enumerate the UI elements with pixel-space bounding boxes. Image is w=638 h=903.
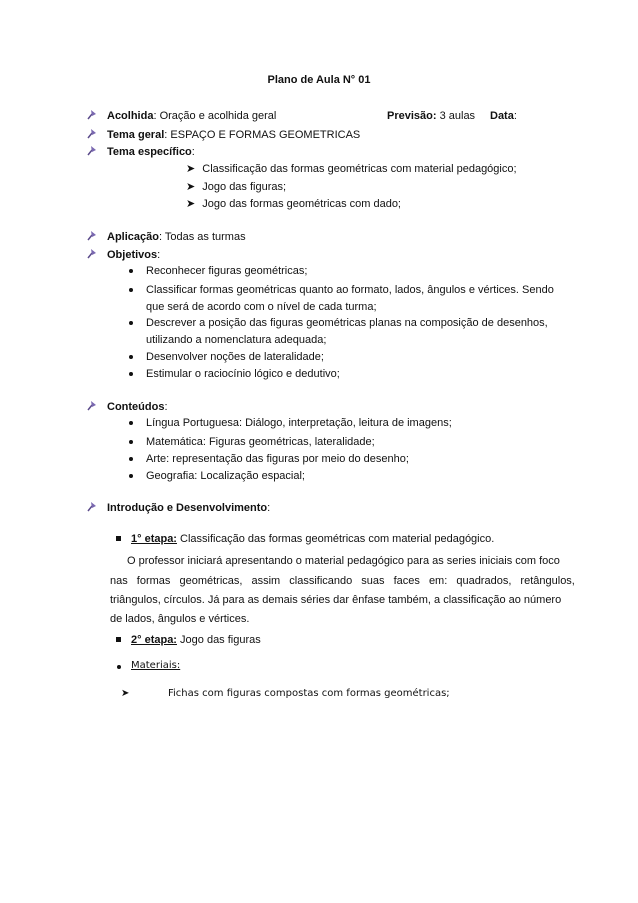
arrow-bullet-icon: ➤ <box>121 688 130 699</box>
materiais-label: Materiais: <box>131 660 181 671</box>
list-item: ➤ Jogo das formas geométricas com dado; <box>186 198 401 210</box>
objetivos-line: Objetivos: <box>107 249 161 261</box>
pushpin-bullet-icon <box>86 108 98 120</box>
arrow-bullet-icon: ➤ <box>186 163 196 175</box>
list-item: Arte: representação das figuras por meio do desenho; <box>146 453 409 465</box>
pushpin-bullet-icon <box>86 247 98 259</box>
etapa2-line: 2° etapa: Jogo das figuras <box>131 634 261 646</box>
aplicacao-line: Aplicação: Todas as turmas <box>107 231 246 243</box>
data-line: Data: <box>490 110 517 122</box>
pushpin-bullet-icon <box>86 127 98 139</box>
list-item: Geografia: Localização espacial; <box>146 470 305 482</box>
paragraph-line: de lados, ângulos e vértices. <box>110 613 250 625</box>
list-item: Desenvolver noções de lateralidade; <box>146 351 324 363</box>
introducao-line: Introdução e Desenvolvimento: <box>107 502 271 514</box>
bullet-dot <box>129 440 133 444</box>
bullet-dot <box>129 457 133 461</box>
list-item: Língua Portuguesa: Diálogo, interpretação, leitura de imagens; <box>146 417 452 429</box>
list-item: Matemática: Figuras geométricas, lateralidade; <box>146 436 375 448</box>
list-item: Fichas com figuras compostas com formas geométricas; <box>168 688 450 699</box>
bullet-dot <box>129 288 133 292</box>
pushpin-bullet-icon <box>86 229 98 241</box>
list-item: ➤ Jogo das figuras; <box>186 181 287 193</box>
paragraph-line: O professor iniciará apresentando o material pedagógico para as series iniciais com foco <box>127 555 560 567</box>
list-item-continuation: utilizando a nomenclatura adequada; <box>146 334 327 346</box>
list-item-continuation: que será de acordo com o nível de cada turma; <box>146 301 377 313</box>
square-bullet <box>116 536 121 541</box>
bullet-dot <box>129 269 133 273</box>
etapa1-line: 1° etapa: Classificação das formas geométricas com material pedagógico. <box>131 533 495 545</box>
tema-especifico-line: Tema específico: <box>107 146 195 158</box>
bullet-dot <box>129 321 133 325</box>
page-title: Plano de Aula N° 01 <box>267 74 371 86</box>
tema-geral-line: Tema geral: ESPAÇO E FORMAS GEOMETRICAS <box>107 129 361 141</box>
pushpin-bullet-icon <box>86 500 98 512</box>
pushpin-bullet-icon <box>86 399 98 411</box>
bullet-dot <box>129 421 133 425</box>
paragraph-line: nas formas geométricas, assim classificando suas faces em: quadrados, retângulos, <box>110 575 575 587</box>
square-bullet <box>116 637 121 642</box>
conteudos-line: Conteúdos: <box>107 401 168 413</box>
list-item: Estimular o raciocínio lógico e dedutivo; <box>146 368 340 380</box>
list-item: Descrever a posição das figuras geométricas planas na composição de desenhos, <box>146 317 548 329</box>
bullet-dot <box>117 665 121 669</box>
list-item: ➤ Classificação das formas geométricas com material pedagógico; <box>186 163 517 175</box>
arrow-bullet-icon: ➤ <box>186 198 196 210</box>
bullet-dot <box>129 372 133 376</box>
arrow-bullet-icon: ➤ <box>186 181 196 193</box>
paragraph-line: triângulos, círculos. Já para as demais séries dar ênfase também, a classificação ao número <box>110 594 562 606</box>
list-item: Reconhecer figuras geométricas; <box>146 265 308 277</box>
bullet-dot <box>129 355 133 359</box>
bullet-dot <box>129 474 133 478</box>
pushpin-bullet-icon <box>86 144 98 156</box>
acolhida-line: Acolhida: Oração e acolhida geral <box>107 110 277 122</box>
list-item: Classificar formas geométricas quanto ao formato, lados, ângulos e vértices. Sendo <box>146 284 554 296</box>
previsao-line: Previsão: 3 aulas <box>387 110 476 122</box>
